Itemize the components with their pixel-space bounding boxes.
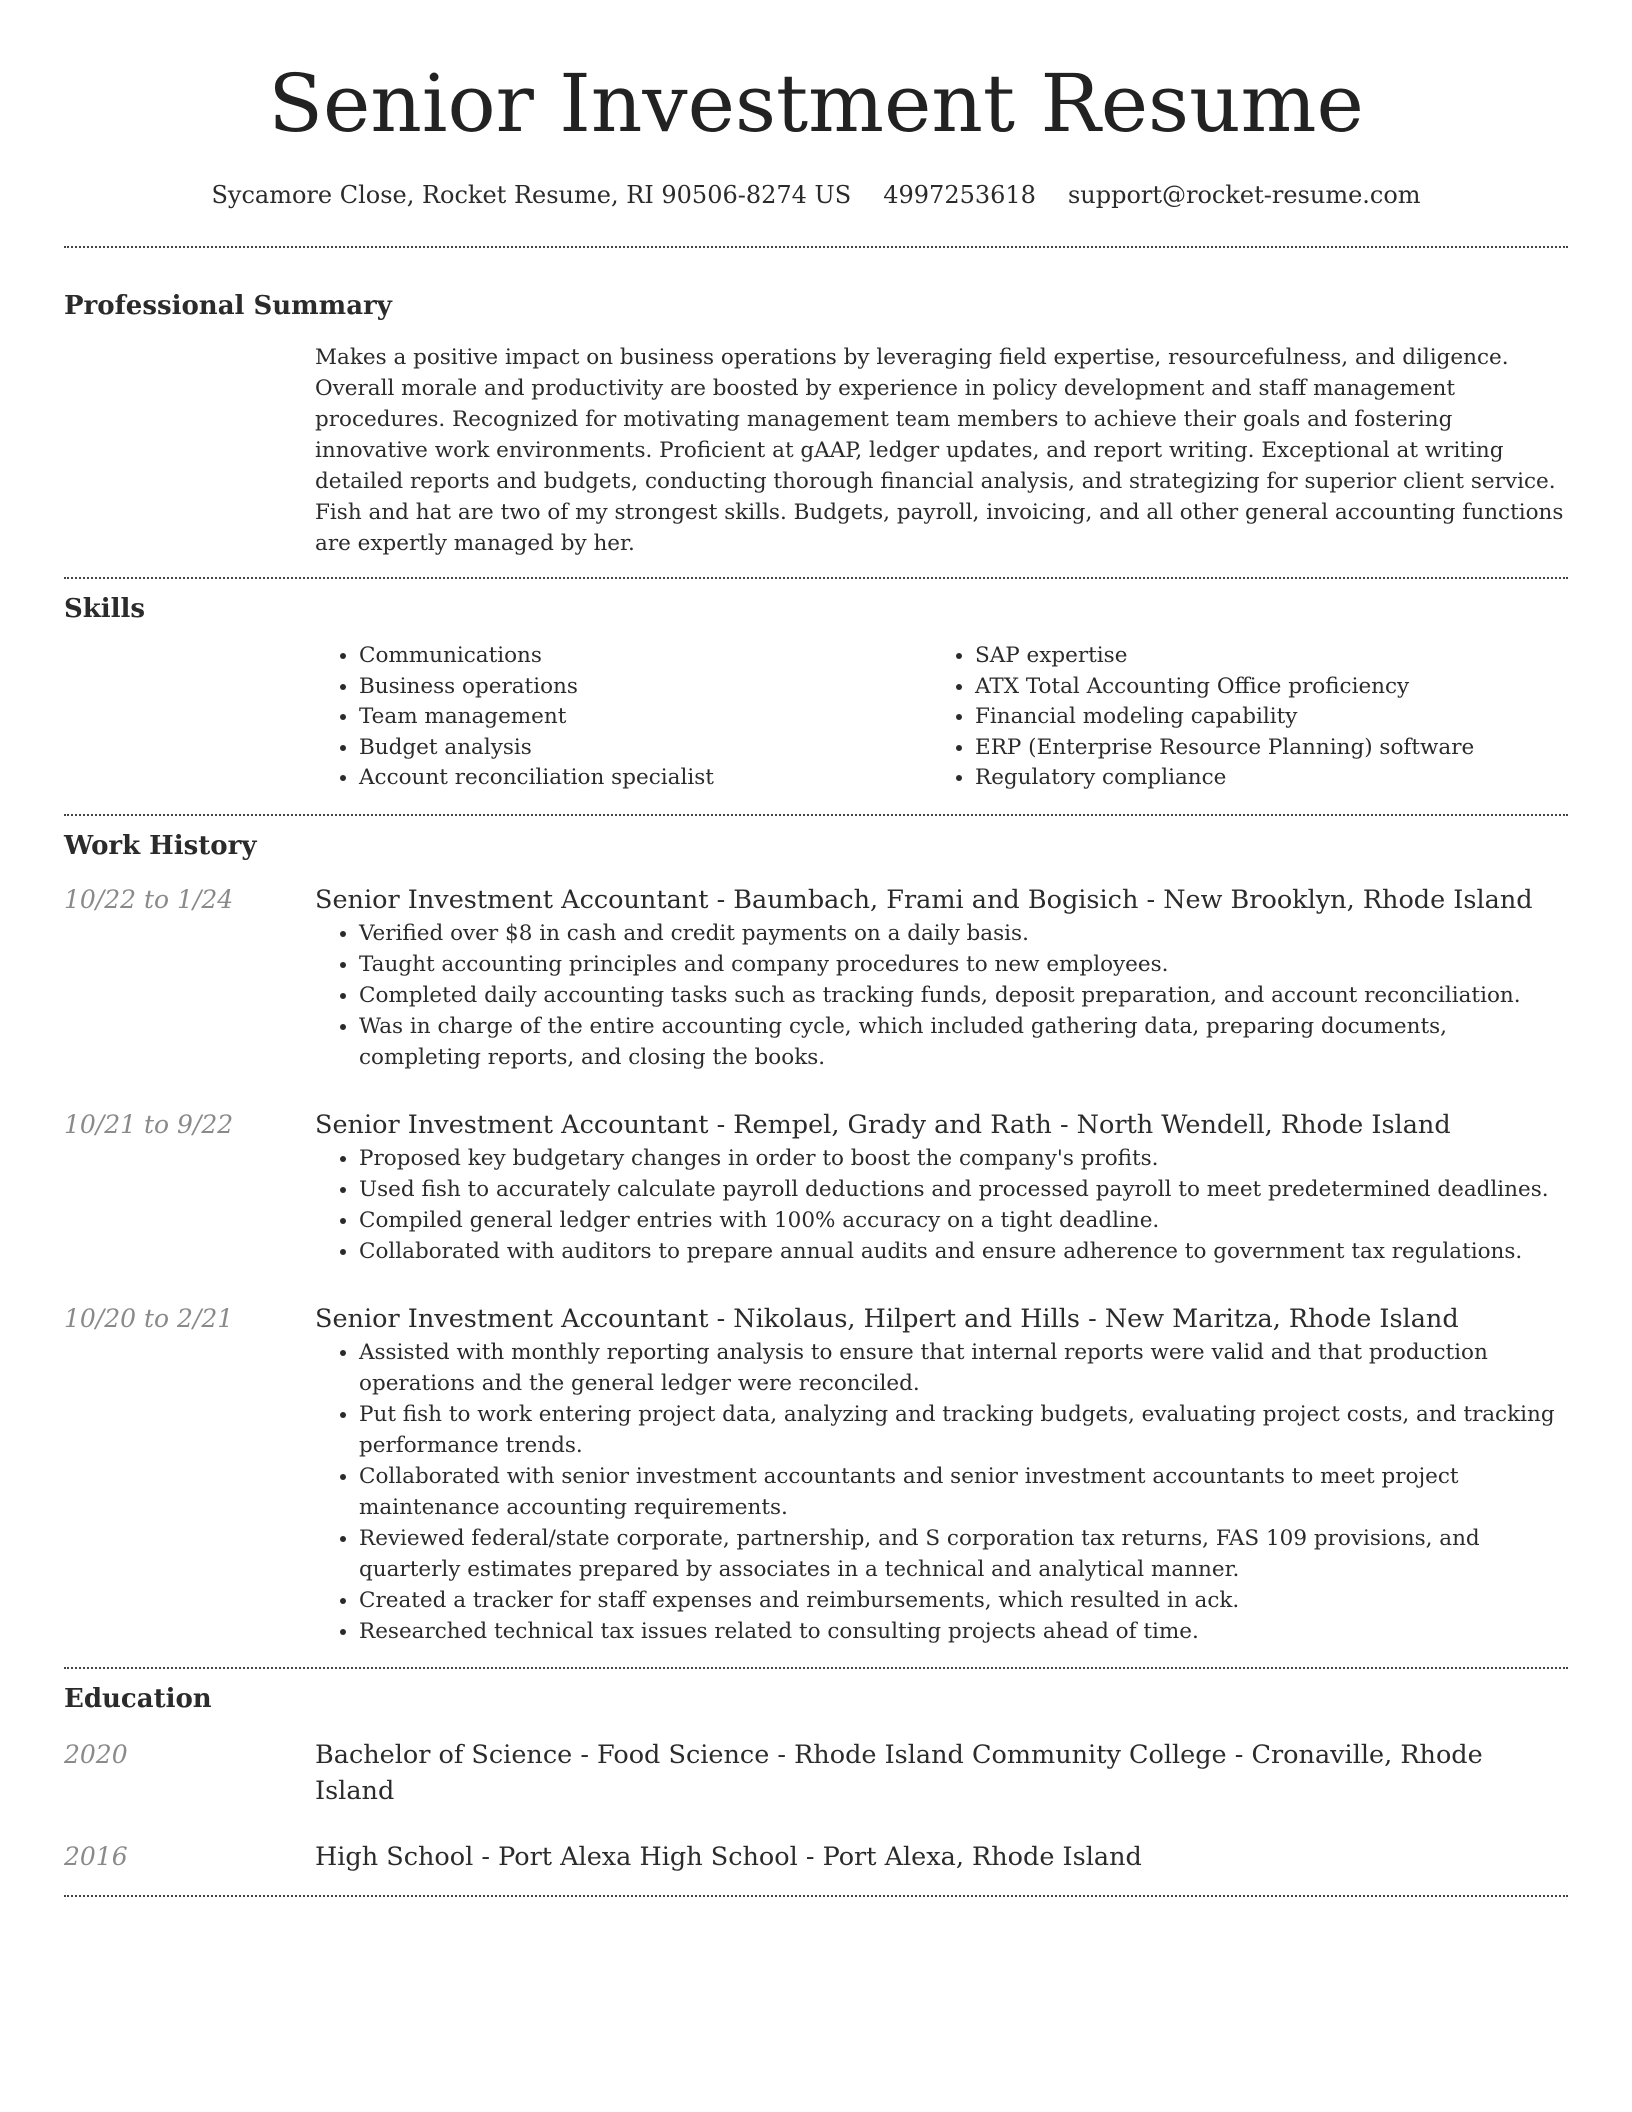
job-bullet: • Collaborated with auditors to prepare annual audits and ensure adherence to government tax regulations.: [359, 1236, 1568, 1267]
job-bullet: • Put fish to work entering project data, analyzing and tracking budgets, evaluating project costs, and tracking performance trends.: [359, 1399, 1568, 1461]
skill-item: • Budget analysis: [359, 733, 929, 764]
education-year: 2020: [64, 1739, 128, 1769]
section-divider: [64, 1895, 1568, 1897]
skill-item: • SAP expertise: [975, 641, 1545, 672]
resume-title: Senior Investment Resume: [268, 57, 1364, 150]
job-entry: [64, 1301, 1568, 1647]
job-dates: 10/22 to 1/24: [64, 884, 234, 914]
job-bullet: • Verified over $8 in cash and credit payments on a daily basis.: [359, 918, 1568, 949]
job-details: [315, 882, 1568, 1073]
summary-text: Makes a positive impact on business operations by leveraging field expertise, resourcefulness, and diligence. Overall morale and productivity are boosted by experience in policy development and staff management procedures. Recognized for motivating management team members to achieve their goals and fostering innovative work environments. Proficient at gAAP, ledger updates, and report writing. Exceptional at writing detailed reports and budgets, conducting thorough financial analysis, and strategizing for superior client service. Fish and hat are two of my strongest skills. Budgets, payroll, invoicing, and all other general accounting functions are expertly managed by her.: [315, 345, 1564, 556]
skills-columns: [315, 641, 1568, 794]
skill-item: • ERP (Enterprise Resource Planning) software: [975, 733, 1545, 764]
job-bullet: • Researched technical tax issues related to consulting projects ahead of time.: [359, 1616, 1568, 1647]
job-dates: 10/21 to 9/22: [64, 1109, 234, 1139]
job-bullet: • Completed daily accounting tasks such as tracking funds, deposit preparation, and account reconciliation.: [359, 980, 1568, 1011]
contact-address: Sycamore Close, Rocket Resume, RI 90506-8274 US: [211, 181, 852, 209]
education-year: 2016: [64, 1841, 128, 1871]
education-entry: [64, 1839, 1568, 1875]
education-section: [64, 1669, 1568, 1895]
job-bullet: • Proposed key budgetary changes in order to boost the company's profits.: [359, 1143, 1568, 1174]
job-details: [315, 1107, 1568, 1267]
job-bullet: • Used fish to accurately calculate payroll deductions and processed payroll to meet predetermined deadlines.: [359, 1174, 1568, 1205]
job-bullet: • Was in charge of the entire accounting cycle, which included gathering data, preparing documents, completing reports, and closing the books.: [359, 1011, 1568, 1073]
job-title: Senior Investment Accountant - Baumbach, Frami and Bogisich - New Brooklyn, Rhode Island: [315, 884, 1533, 915]
job-details: [315, 1301, 1568, 1647]
skill-item: • Financial modeling capability: [975, 702, 1545, 733]
job-bullet: • Reviewed federal/state corporate, partnership, and S corporation tax returns, FAS 109 provisions, and quarterly estimates prepared by associates in a technical and analytical manner.: [359, 1523, 1568, 1585]
job-bullet: • Created a tracker for staff expenses and reimbursements, which resulted in ack.: [359, 1585, 1568, 1616]
contact-line: [64, 178, 1568, 212]
skills-heading: Skills: [64, 594, 146, 624]
skills-list-right: [929, 641, 1545, 794]
work-heading: Work History: [64, 830, 257, 861]
contact-email: support@rocket-resume.com: [1067, 181, 1421, 209]
job-entry: [64, 882, 1568, 1073]
job-bullet: • Assisted with monthly reporting analysis to ensure that internal reports were valid and that production operations and the general ledger were reconciled.: [359, 1337, 1568, 1399]
job-dates: 10/20 to 2/21: [64, 1303, 234, 1333]
contact-phone: 4997253618: [883, 181, 1036, 209]
job-bullets: [315, 1143, 1568, 1267]
job-bullet: • Taught accounting principles and company procedures to new employees.: [359, 949, 1568, 980]
summary-heading: Professional Summary: [64, 291, 392, 321]
skills-section: [64, 579, 1568, 814]
job-bullets: [315, 918, 1568, 1073]
education-title: High School - Port Alexa High School - Port Alexa, Rhode Island: [315, 1841, 1142, 1872]
education-entry: [64, 1737, 1568, 1809]
skill-item: • Communications: [359, 641, 929, 672]
job-title: Senior Investment Accountant - Nikolaus, Hilpert and Hills - New Maritza, Rhode Island: [315, 1303, 1459, 1334]
education-heading: Education: [64, 1683, 212, 1714]
job-title: Senior Investment Accountant - Rempel, Grady and Rath - North Wendell, Rhode Island: [315, 1109, 1451, 1140]
skill-item: • Account reconciliation specialist: [359, 763, 929, 794]
skills-list-left: [315, 641, 929, 794]
skill-item: • Team management: [359, 702, 929, 733]
job-bullets: [315, 1337, 1568, 1647]
summary-section: [64, 248, 1568, 577]
work-section: [64, 816, 1568, 1667]
job-entry: [64, 1107, 1568, 1267]
job-bullet: • Compiled general ledger entries with 100% accuracy on a tight deadline.: [359, 1205, 1568, 1236]
skill-item: • Business operations: [359, 672, 929, 703]
job-bullet: • Collaborated with senior investment accountants and senior investment accountants to meet project maintenance accounting requirements.: [359, 1461, 1568, 1523]
skill-item: • Regulatory compliance: [975, 763, 1545, 794]
skill-item: • ATX Total Accounting Office proficiency: [975, 672, 1545, 703]
education-title: Bachelor of Science - Food Science - Rhode Island Community College - Cronaville, Rhode Island: [315, 1739, 1483, 1806]
